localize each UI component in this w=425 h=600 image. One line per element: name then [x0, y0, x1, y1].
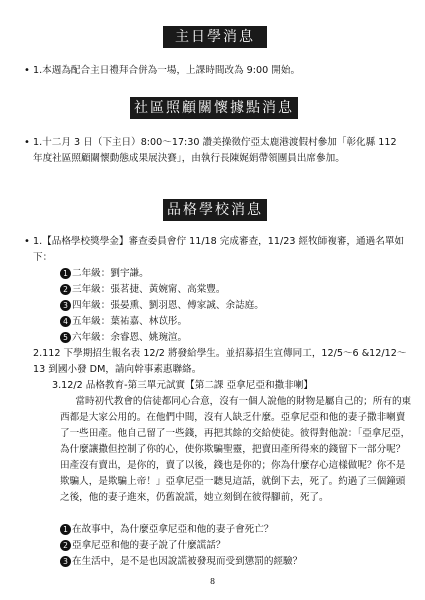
- grade-text: 五年級：葉祐嘉、林苡彤。: [72, 316, 188, 327]
- question-item: [60, 522, 302, 538]
- question-item: [60, 538, 302, 554]
- story-paragraph: 當時初代教會的信徒都同心合意，沒有一個人說他的財物是屬自己的；所有的東西都是大家公用的。在他們中間，沒有人缺乏什麼。亞拿尼亞和他的妻子撒非喇賣了一些田產。他自己留了一些錢，再把其餘的交給使徒。彼得對他說：「亞拿尼亞，為什麼讓撒但控制了你的心，使你欺騙聖靈，把賣田產所得來的錢留下一部分呢？田產沒有賣出，是你的，賣了以後，錢也是你的；你為什麼存心這樣做呢？你不是欺騙人，是欺騙上帝！」亞拿尼亞一聽見這話，就倒下去，死了。約過了三個鐘頭之後，他的妻子進來，仍舊說謊，她立刻倒在彼得腳前，死了。: [60, 396, 412, 503]
- bullet-dot: •: [24, 137, 30, 148]
- community-care-banner: 社區照顧關懷據點消息: [130, 97, 298, 119]
- enrollment-item: 2.112 下學期招生報名表 12/2 將發給學生。並招募招生宣傳同工，12/5～6 &12/12～13 到國小發 DM，請向幹事素惠聯絡。: [33, 348, 407, 375]
- grade-text: 二年級：劉宇謙。: [72, 268, 149, 279]
- circled-number-icon: 3: [60, 556, 71, 567]
- question-text: 在生活中，是不是也因說謊被發現而受到懲罰的經驗？: [72, 556, 303, 567]
- circled-number-icon: 3: [60, 300, 71, 311]
- grade-item: [60, 282, 264, 298]
- community-care-item-1: 1.十二月 3 日（下主日）8:00～17:30 讚美操徵佇亞太鹿港渡假村參加「彰化縣 112 年度社區照顧關懷動態成果展決賽」，由執行長陳娓娟帶領團員出席參加。: [33, 137, 397, 164]
- question-text: 亞拿尼亞和他的妻子說了什麼謊話？: [72, 540, 226, 551]
- grade-item: [60, 314, 264, 330]
- question-item: [60, 554, 302, 570]
- bullet-dot: •: [24, 236, 30, 247]
- page-number: 8: [209, 577, 216, 586]
- lesson-story: [60, 394, 412, 506]
- grade-item: [60, 298, 264, 314]
- sunday-school-banner: 主日學消息: [163, 26, 267, 48]
- circled-number-icon: 2: [60, 540, 71, 551]
- scholarship-grade-list: [60, 266, 264, 346]
- grade-item: [60, 266, 264, 282]
- lesson-title: 3.12/2 品格教育-第三單元試實【第二課 亞拿尼亞和撒非喇】: [52, 380, 313, 391]
- circled-number-icon: 4: [60, 316, 71, 327]
- grade-item: [60, 330, 264, 346]
- discussion-questions: [60, 522, 302, 570]
- scholarship-item: 1.【品格學校獎學金】審查委員會佇 11/18 完成審查，11/23 經牧師複審，通過名單如下：: [33, 236, 405, 263]
- grade-text: 四年級：張晏熏、劉羽恩、傅家誠、余誌庭。: [72, 300, 264, 311]
- circled-number-icon: 1: [60, 268, 71, 279]
- bullet-dot: •: [24, 65, 30, 76]
- question-text: 在故事中，為什麼亞拿尼亞和他的妻子會死亡？: [72, 524, 274, 535]
- character-school-banner: 品格學校消息: [163, 199, 267, 221]
- grade-text: 六年級：余睿恩、姚琬渲。: [72, 332, 188, 343]
- circled-number-icon: 2: [60, 284, 71, 295]
- circled-number-icon: 1: [60, 524, 71, 535]
- grade-text: 三年級：張茗捷、黃婉甯、高棠豐。: [72, 284, 226, 295]
- sunday-school-item-1: 1.本週為配合主日禮拜合併為一場，上課時間改為 9:00 開始。: [33, 65, 301, 76]
- circled-number-icon: 5: [60, 332, 71, 343]
